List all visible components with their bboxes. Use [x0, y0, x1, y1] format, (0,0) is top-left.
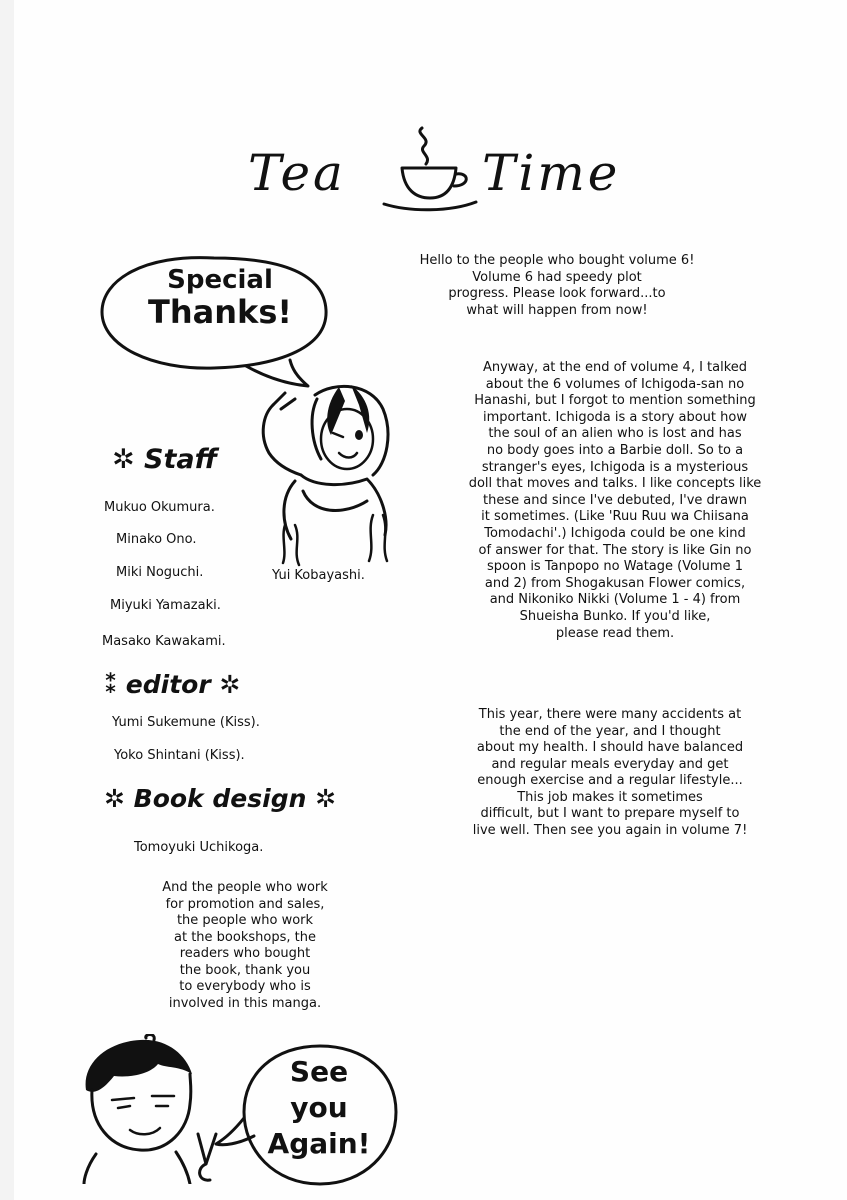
editor-heading [104, 670, 240, 699]
teacup-icon [380, 120, 480, 215]
book-design-name-1: Tomoyuki Uchikoga. [134, 840, 264, 855]
editor-name-2: Yoko Shintani (Kiss). [114, 748, 245, 763]
asterisk-icon: ✲ [112, 444, 145, 475]
special-thanks-text [130, 264, 310, 331]
staff-heading-label: Staff [144, 444, 218, 475]
special-thanks-line2: Thanks! [148, 293, 292, 331]
staff-name-2: Minako Ono. [116, 532, 197, 547]
book-design-heading [104, 784, 336, 813]
intro-paragraph: Hello to the people who bought volume 6! Volume 6 had speedy plot progress. Please look forward...to what will happen from now! [419, 253, 695, 318]
editor-heading-label: editor [125, 670, 211, 699]
sparkle-icon: ⁑ [104, 670, 126, 699]
see-you-line1: See [289, 1055, 349, 1088]
staff-name-5: Miyuki Yamazaki. [110, 598, 221, 613]
page-title [240, 118, 640, 218]
title-left-word: Tea [248, 144, 346, 202]
girl-doodle-illustration [255, 375, 405, 575]
see-you-line3: Again! [267, 1127, 371, 1160]
editor-name-1: Yumi Sukemune (Kiss). [112, 715, 260, 730]
closing-paragraph: This year, there were many accidents at the end of the year, and I thought about my health. I should have balanced and regular meals everyday and get enough exercise and a regular lifestyle... This job makes it sometimes difficult, but I want to prepare myself to live well. Then see you again in volume 7! [472, 707, 748, 838]
asterisk-icon: ✲ [306, 784, 337, 813]
staff-heading [112, 444, 217, 475]
asterisk-icon: ✲ [104, 784, 134, 813]
sparkle-icon: ✲ [210, 670, 241, 699]
staff-name-4: Yui Kobayashi. [272, 568, 365, 583]
special-thanks-line1: Special [167, 265, 273, 295]
middle-paragraph: Anyway, at the end of volume 4, I talked about the 6 volumes of Ichigoda-san no Hanashi, but I forgot to mention something important. Ichigoda is a story about how the soul of an alien who is lost and has no body goes into a Barbie doll. So to a stranger's eyes, Ichigoda is a mysterious doll that moves and talks. I like concepts like these and since I've debuted, I've drawn it sometimes. (Like 'Ruu Ruu wa Chiisana Tomodachi'.) Ichigoda could be one kind of answer for that. The story is like Gin no spoon is Tanpopo no Watage (Volume 1 and 2) from Shogakusan Flower comics, and Nikoniko Nikki (Volume 1 - 4) from Shueisha Bunko. If you'd like, please read them. [468, 360, 762, 641]
see-you-line2: you [290, 1091, 348, 1124]
thanks-paragraph: And the people who work for promotion and sales, the people who work at the bookshops, the readers who bought the book, thank you to everybody who is involved in this manga. [162, 880, 328, 1011]
book-design-heading-label: Book design [133, 784, 307, 813]
staff-name-6: Masako Kawakami. [102, 634, 226, 649]
staff-name-3: Miki Noguchi. [116, 565, 204, 580]
page-edge [0, 0, 14, 1200]
title-right-word: Time [482, 144, 621, 202]
see-you-again-text [254, 1054, 384, 1162]
staff-name-1: Mukuo Okumura. [104, 500, 215, 515]
